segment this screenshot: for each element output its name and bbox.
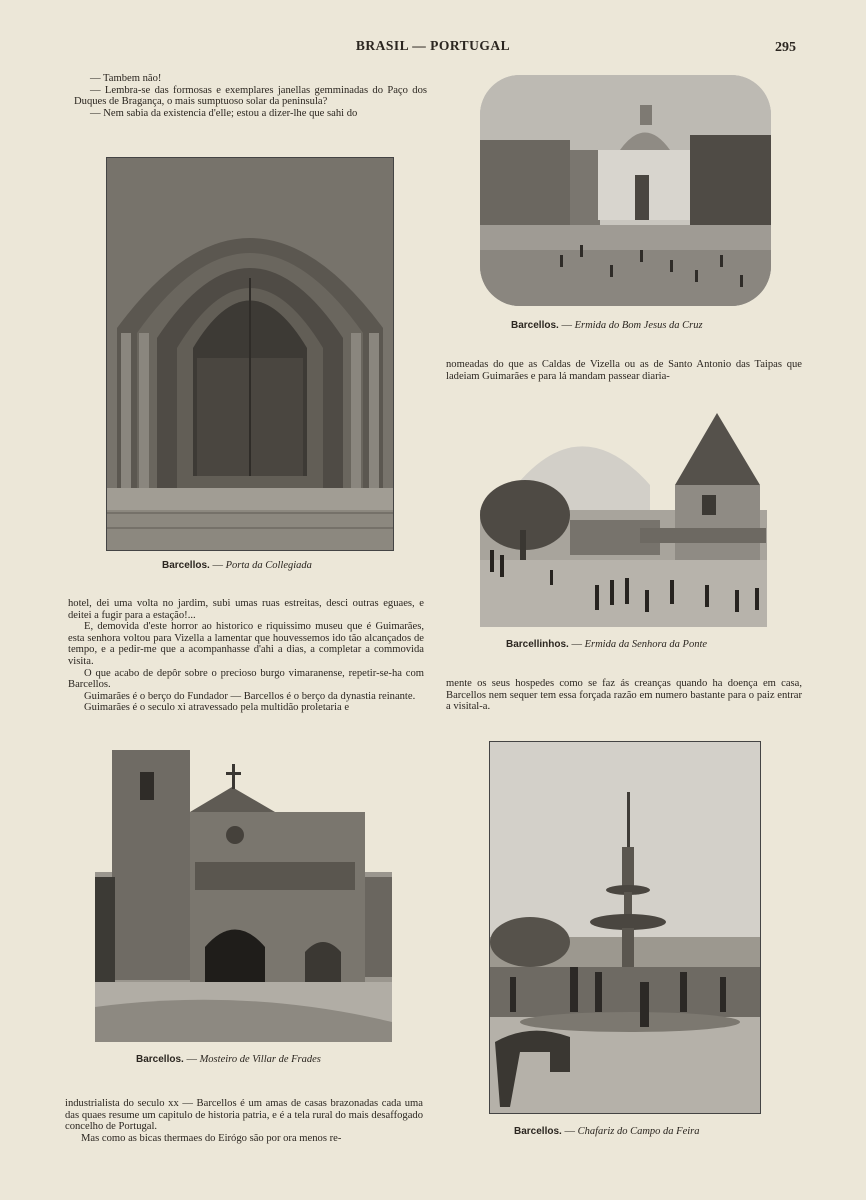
- caption-chafariz: Barcellos. — Chafariz do Campo da Feira: [514, 1126, 700, 1137]
- paragraph: — Tambem não!: [90, 73, 162, 84]
- text-block-bottom-left: [65, 1098, 423, 1144]
- paragraph: Guimarães é o seculo xi atravessado pela multidão proletaria e: [84, 702, 350, 714]
- paragraph: industrialista do seculo xx — Barcellos é um amas de casas brazonadas cada uma das quaes resume um capitulo de historia patria, e é a tela rural do mais desaffogado concelho de Portugal.: [65, 1098, 423, 1133]
- caption-place: Barcellos.: [136, 1054, 184, 1065]
- paragraph: Mas como as bicas thermaes do Eirógo são por ora menos re-: [81, 1132, 342, 1144]
- caption-senhora-ponte: Barcellinhos. — Ermida da Senhora da Ponte: [506, 639, 708, 650]
- caption-title: Ermida do Bom Jesus da Cruz: [574, 320, 703, 331]
- caption-title: Porta da Collegiada: [225, 560, 312, 571]
- caption-porta: Barcellos. — Porta da Collegiada: [162, 560, 312, 571]
- photo-porta-da-collegiada: [106, 157, 394, 551]
- caption-title: Mosteiro de Villar de Frades: [199, 1054, 321, 1065]
- paragraph: O que acabo de depôr sobre o precioso burgo vimaranense, repetir-se-ha com Barcellos.: [68, 667, 424, 691]
- paragraph: — Nem sabia da existencia d'elle; estou a dizer-lhe que sahi do: [90, 107, 358, 119]
- paragraph: — Lembra-se das formosas e exemplares janellas gemminadas do Paço dos Duques de Bragança, o mais sumptuoso solar da peninsula?: [74, 84, 427, 108]
- photo-mosteiro-villar-frades: [95, 747, 392, 1042]
- caption-place: Barcellinhos.: [506, 639, 569, 650]
- text-block-top-left: [74, 73, 427, 119]
- text-block-right-2: [446, 678, 802, 713]
- paragraph: mente os seus hospedes como se faz ás creanças quando ha doença em casa, Barcellos nem sequer tem essa forçada razão em numero bastante para o paiz entrar a visital-a.: [446, 678, 802, 713]
- caption-place: Barcellos.: [511, 320, 559, 331]
- caption-place: Barcellos.: [514, 1126, 562, 1137]
- photo-ermida-bom-jesus: [480, 75, 771, 306]
- caption-bom-jesus: Barcellos. — Ermida do Bom Jesus da Cruz: [511, 320, 703, 331]
- text-block-middle-left: [68, 598, 424, 714]
- caption-title: Chafariz do Campo da Feira: [577, 1126, 700, 1137]
- page-header: BRASIL — PORTUGAL: [355, 38, 511, 53]
- paragraph: Guimarães é o berço do Fundador — Barcellos é o berço da dynastia reinante.: [84, 690, 416, 702]
- photo-ermida-senhora-ponte: [480, 410, 767, 627]
- photo-chafariz-campo-feira: [489, 741, 761, 1114]
- page-number: 295: [775, 40, 796, 55]
- paragraph: E, demovida d'este horror ao historico e riquissimo museu que é Guimarães, esta senhora voltou para Vizella a lamentar que houvessemos ido tão alcançados de tempo, e a pedir-me que a acompanhasse d'ahi a dias, a completar a commovida visita.: [68, 621, 424, 667]
- paragraph: nomeadas do que as Caldas de Vizella ou as de Santo Antonio das Taipas que ladeiam Guimarães e para lá mandam passear diaria-: [446, 359, 802, 382]
- paragraph: hotel, dei uma volta no jardim, subi umas ruas estreitas, desci outras eguaes, e deitei a fugir para a estação!...: [68, 598, 424, 621]
- caption-place: Barcellos.: [162, 560, 210, 571]
- text-block-right-1: [446, 359, 802, 382]
- caption-title: Ermida da Senhora da Ponte: [584, 639, 708, 650]
- caption-villar-frades: Barcellos. — Mosteiro de Villar de Frades: [136, 1054, 321, 1065]
